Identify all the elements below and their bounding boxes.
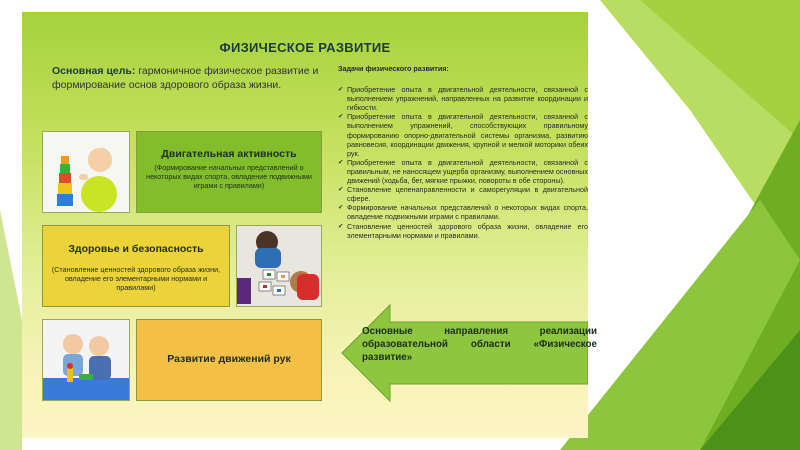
tasks-heading: Задачи физического развития: — [338, 64, 449, 73]
box-hands-title: Развитие движений рук — [167, 353, 291, 365]
box-health-safety — [42, 225, 230, 307]
task-item: ✔ Становление целенаправленности и саморегуляции в двигательной сфере. — [338, 185, 588, 203]
task-item: ✔ Формирование начальных представлений о некоторых видах спорта, овладение подвижными играми с правилами. — [338, 203, 588, 221]
box-motor-activity — [136, 131, 322, 213]
task-item: ✔ Приобретение опыта в двигательной деятельности, связанной с выполнением упражнений, способствующих правильному формированию опорно-двигательной системы организма, развитию равновесия, координации движения, крупной и мелкой моторики обеих рук. — [338, 112, 588, 157]
slide-title: ФИЗИЧЕСКОЕ РАЗВИТИЕ — [219, 40, 391, 55]
photo-child-stacking-cups — [42, 131, 130, 213]
box-motor-title: Двигательная активность — [161, 148, 297, 160]
arrow-text: Основные направления реализации образовательной области «Физическое развитие» — [362, 326, 597, 363]
goal-text: гармоничное физическое развитие и формирование основ здорового образа жизни. — [52, 65, 319, 91]
photo-children-cards — [236, 225, 322, 307]
tasks-list — [338, 64, 588, 240]
task-item: ✔ Приобретение опыта в двигательной деятельности, связанной с правильным, не наносящем ущерба организму, выполнением основных движений (ходьба, бег, мягкие прыжки, повороты в обе стороны). — [338, 158, 588, 185]
photo-toddlers-toy — [42, 319, 130, 401]
box-hand-movements — [136, 319, 322, 401]
box-health-title: Здоровье и безопасность — [68, 243, 204, 255]
slide-card — [22, 12, 588, 438]
goal-label: Основная цель: — [52, 65, 136, 77]
task-item: ✔ Становление ценностей здорового образа жизни, овладение его элементарными нормами и правилами. — [338, 222, 588, 240]
box-health-subtitle: (Становление ценностей здорового образа жизни, овладение его элементарными нормами и правилами) — [51, 265, 221, 292]
box-motor-subtitle: (Формирование начальных представлений о некоторых видах спорта, овладение подвижными играми с правилами) — [146, 163, 312, 190]
main-goal — [52, 64, 332, 92]
task-item: ✔ Приобретение опыта в двигательной деятельности, связанной с выполнением упражнений, направленных на развитие координации и гибкости. — [338, 85, 588, 112]
